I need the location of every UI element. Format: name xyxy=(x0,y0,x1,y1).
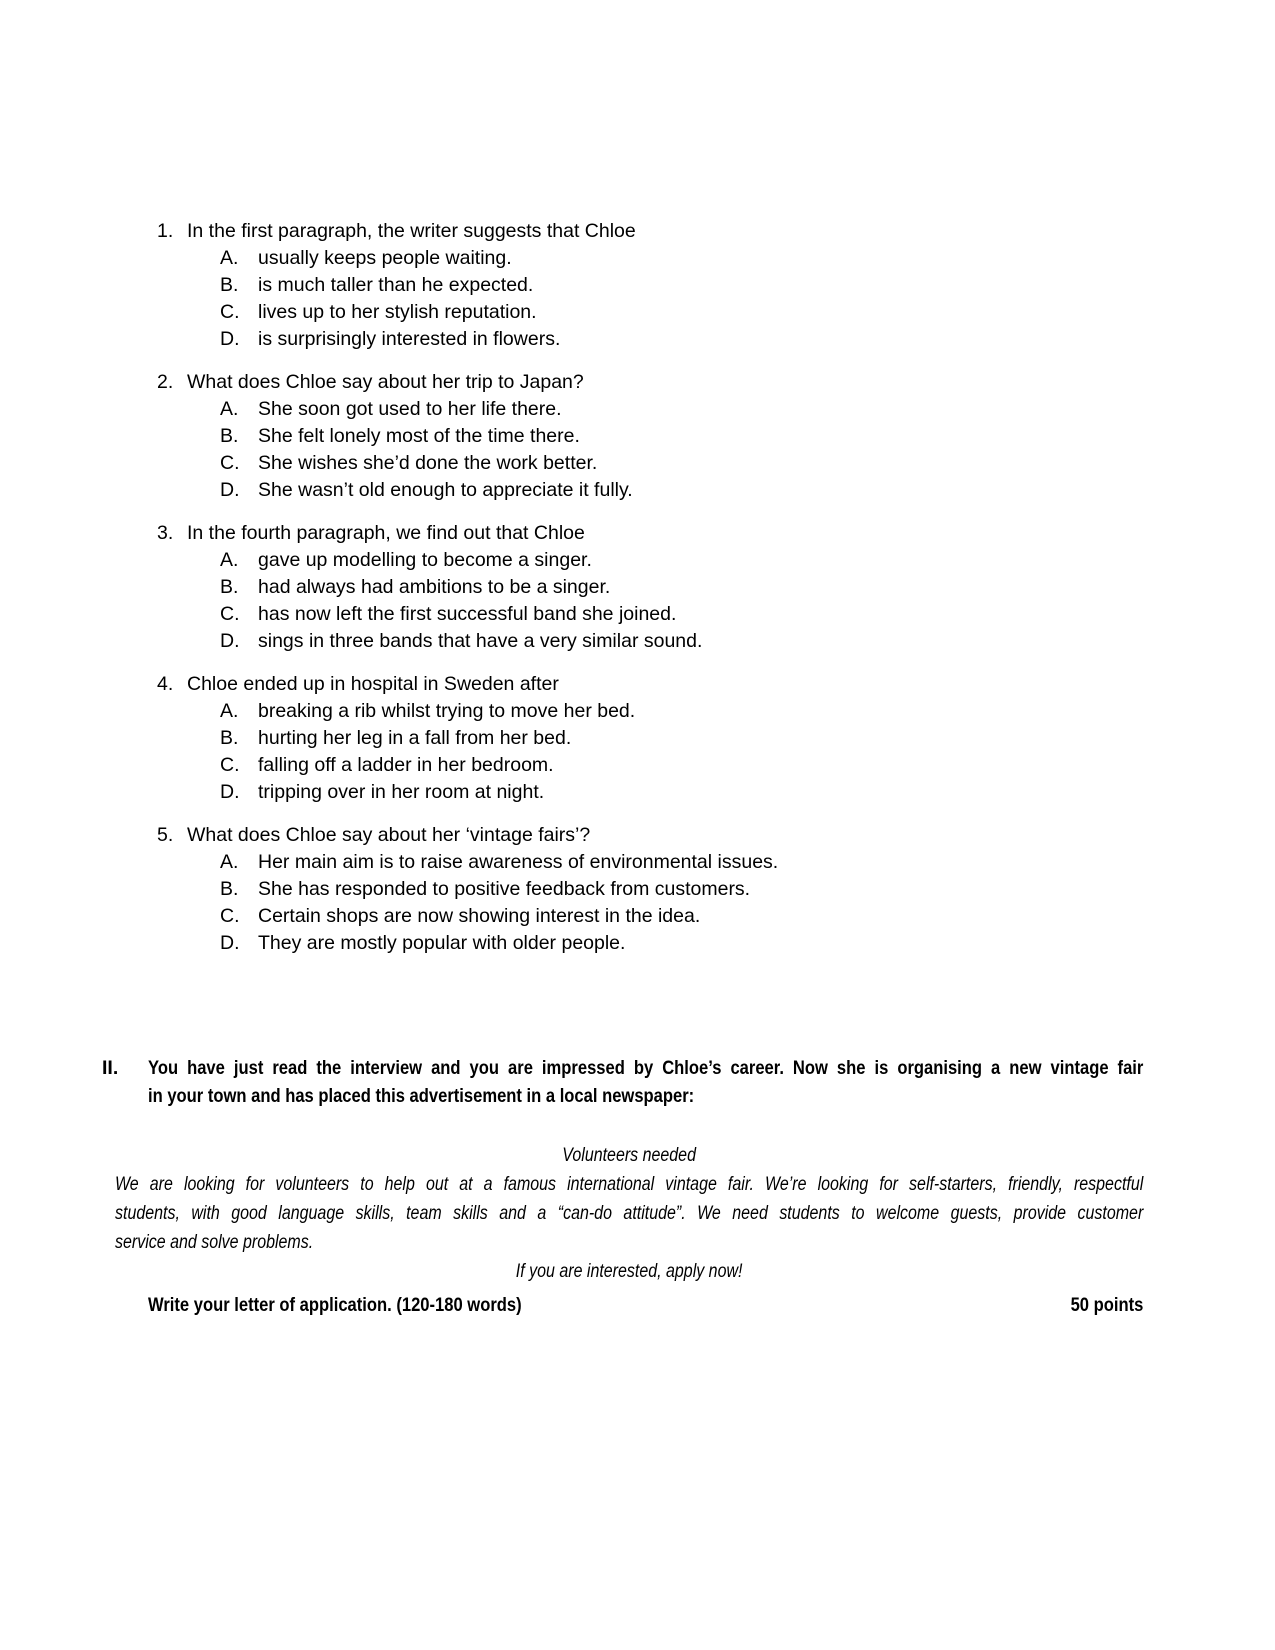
option-text: falling off a ladder in her bedroom. xyxy=(258,754,554,776)
option-letter: C. xyxy=(220,301,240,323)
answer-option xyxy=(157,477,1117,504)
answer-option xyxy=(157,698,1117,725)
ad-title: Volunteers needed xyxy=(562,1144,696,1166)
option-text: hurting her leg in a fall from her bed. xyxy=(258,727,572,749)
option-text: is much taller than he expected. xyxy=(258,274,534,296)
option-letter: A. xyxy=(220,700,239,722)
option-letter: A. xyxy=(220,851,239,873)
question-stem: In the first paragraph, the writer suggests that Chloe xyxy=(187,220,636,242)
option-text: has now left the first successful band she joined. xyxy=(258,603,677,625)
answer-option xyxy=(157,396,1117,423)
writing-task-row xyxy=(148,1292,1143,1319)
question-number: 4. xyxy=(157,673,174,695)
option-text: lives up to her stylish reputation. xyxy=(258,301,537,323)
question-stem: Chloe ended up in hospital in Sweden after xyxy=(187,673,559,695)
answer-option xyxy=(157,574,1117,601)
ad-body-line-2: students, with good language skills, team skills and a “can-do attitude”. We need students to welcome guests, provide customer xyxy=(115,1202,1144,1224)
answer-option xyxy=(157,450,1117,477)
option-letter: C. xyxy=(220,754,240,776)
option-text: breaking a rib whilst trying to move her bed. xyxy=(258,700,636,722)
option-letter: B. xyxy=(220,878,239,900)
question-number: 1. xyxy=(157,220,174,242)
option-letter: D. xyxy=(220,479,240,501)
question-stem: What does Chloe say about her trip to Japan? xyxy=(187,371,584,393)
section-instruction xyxy=(148,1054,1143,1110)
option-letter: D. xyxy=(220,781,240,803)
option-text: She soon got used to her life there. xyxy=(258,398,562,420)
option-text: tripping over in her room at night. xyxy=(258,781,545,803)
answer-option xyxy=(157,245,1117,272)
option-letter: B. xyxy=(220,576,239,598)
answer-option xyxy=(157,547,1117,574)
task-instruction: Write your letter of application. (120-180 words) xyxy=(148,1294,522,1316)
answer-option xyxy=(157,849,1117,876)
option-letter: C. xyxy=(220,905,240,927)
option-text: Her main aim is to raise awareness of environmental issues. xyxy=(258,851,779,873)
instruction-line-1: You have just read the interview and you are impressed by Chloe’s career. Now she is organising a new vintage fair xyxy=(148,1057,1144,1079)
answer-option xyxy=(157,725,1117,752)
question-stem: What does Chloe say about her ‘vintage fairs’? xyxy=(187,824,591,846)
question-1 xyxy=(157,218,1117,353)
task-points: 50 points xyxy=(1070,1294,1144,1316)
answer-option xyxy=(157,423,1117,450)
question-5 xyxy=(157,822,1117,957)
section-label: II. xyxy=(102,1057,119,1079)
answer-option xyxy=(157,628,1117,655)
option-text: She has responded to positive feedback from customers. xyxy=(258,878,751,900)
option-letter: B. xyxy=(220,274,239,296)
question-number: 3. xyxy=(157,522,174,544)
option-text: gave up modelling to become a singer. xyxy=(258,549,592,571)
answer-option xyxy=(157,876,1117,903)
ad-body xyxy=(115,1170,1143,1257)
option-text: She wishes she’d done the work better. xyxy=(258,452,598,474)
option-text: They are mostly popular with older people. xyxy=(258,932,626,954)
answer-option xyxy=(157,326,1117,353)
option-letter: C. xyxy=(220,603,240,625)
ad-body-line-3: service and solve problems. xyxy=(115,1231,314,1253)
option-letter: D. xyxy=(220,932,240,954)
option-letter: A. xyxy=(220,398,239,420)
option-letter: A. xyxy=(220,247,239,269)
ad-body-line-1: We are looking for volunteers to help out at a famous international vintage fair. We’re looking for self-starters, friendly, respectful xyxy=(115,1173,1144,1195)
answer-option xyxy=(157,903,1117,930)
instruction-line-2: in your town and has placed this advertisement in a local newspaper: xyxy=(148,1085,695,1107)
answer-option xyxy=(157,601,1117,628)
option-text: She felt lonely most of the time there. xyxy=(258,425,580,447)
option-text: sings in three bands that have a very similar sound. xyxy=(258,630,703,652)
option-text: Certain shops are now showing interest in the idea. xyxy=(258,905,701,927)
answer-option xyxy=(157,299,1117,326)
option-text: had always had ambitions to be a singer. xyxy=(258,576,611,598)
question-2 xyxy=(157,369,1117,504)
question-3 xyxy=(157,520,1117,655)
option-letter: C. xyxy=(220,452,240,474)
question-4 xyxy=(157,671,1117,806)
answer-option xyxy=(157,930,1117,957)
newspaper-advertisement xyxy=(115,1141,1143,1286)
option-text: is surprisingly interested in flowers. xyxy=(258,328,561,350)
question-stem: In the fourth paragraph, we find out that Chloe xyxy=(187,522,585,544)
option-letter: D. xyxy=(220,630,240,652)
ad-call-to-action: If you are interested, apply now! xyxy=(515,1260,743,1282)
option-letter: B. xyxy=(220,425,239,447)
option-text: She wasn’t old enough to appreciate it fully. xyxy=(258,479,633,501)
question-number: 5. xyxy=(157,824,174,846)
multiple-choice-questions xyxy=(157,218,1117,973)
question-number: 2. xyxy=(157,371,174,393)
option-letter: A. xyxy=(220,549,239,571)
answer-option xyxy=(157,272,1117,299)
answer-option xyxy=(157,779,1117,806)
answer-option xyxy=(157,752,1117,779)
option-text: usually keeps people waiting. xyxy=(258,247,512,269)
option-letter: B. xyxy=(220,727,239,749)
section-2-writing-prompt xyxy=(102,1054,1275,1110)
option-letter: D. xyxy=(220,328,240,350)
